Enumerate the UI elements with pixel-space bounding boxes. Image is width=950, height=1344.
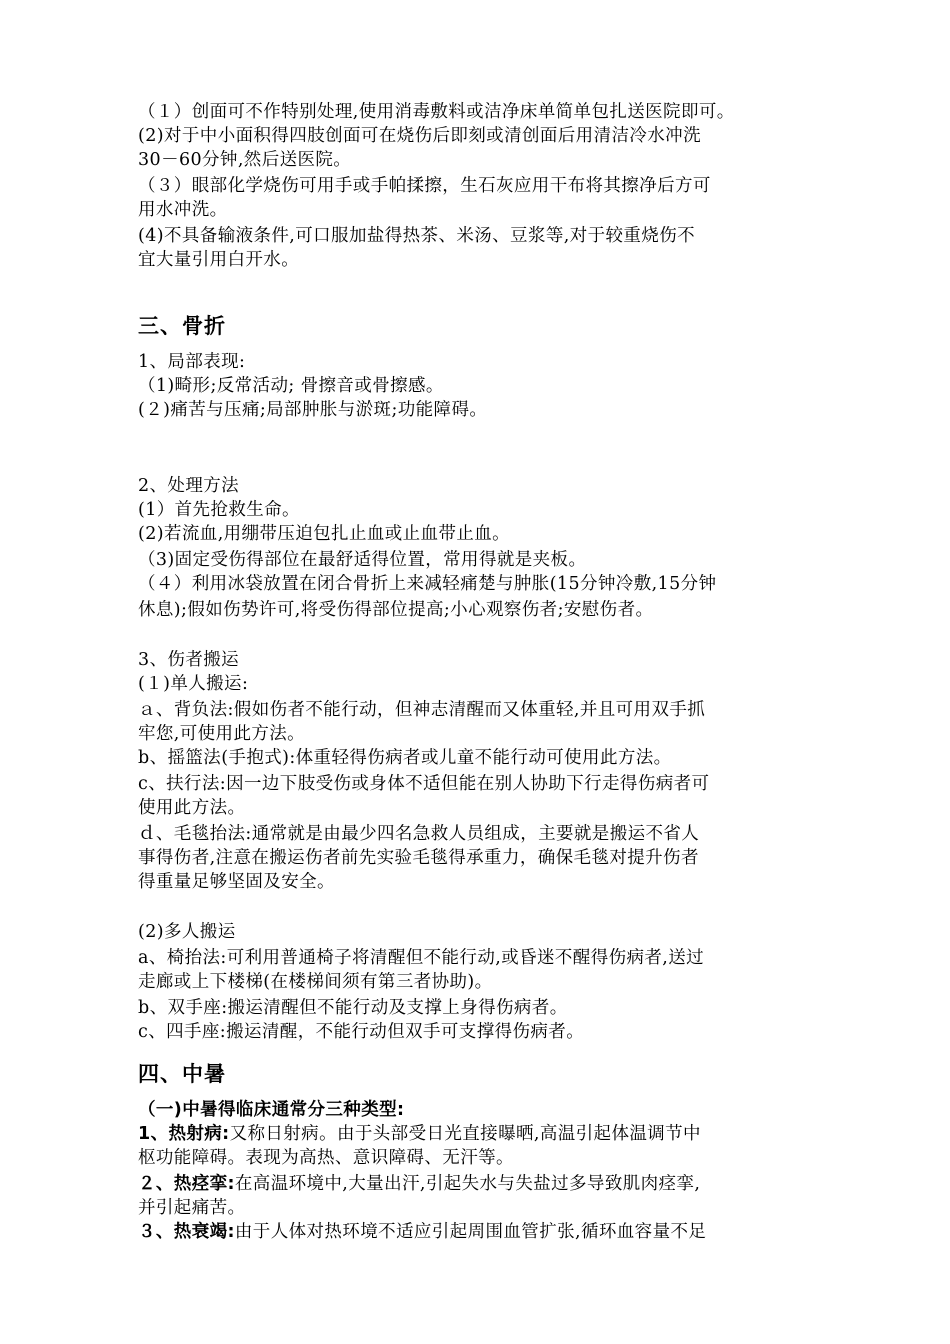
fracture-line: b、摇篮法(手抱式):体重轻得伤病者或儿童不能行动可使用此方法。 [138, 748, 672, 768]
burn-line-2: (2)对于中小面积得四肢创面可在烧伤后即刻或清创面后用清洁冷水冲洗 [138, 126, 701, 146]
heatstroke-item [138, 1122, 860, 1146]
heatstroke-item-label: 1、热射病: [138, 1124, 230, 1144]
heatstroke-item-label: ２、热痉挛: [138, 1174, 235, 1194]
fracture-line: （3)固定受伤得部位在最舒适得位置，常用得就是夹板。 [138, 550, 587, 570]
burn-line-3: 30－60分钟,然后送医院。 [138, 150, 352, 170]
fracture-line: 牢您,可使用此方法。 [138, 724, 306, 744]
heatstroke-item [138, 1196, 860, 1220]
fracture-line: (2)多人搬运 [138, 922, 236, 942]
fracture-line: ｄ、毛毯抬法:通常就是由最少四名急救人员组成，主要就是搬运不省人 [138, 824, 700, 844]
heatstroke-item [138, 1172, 860, 1196]
fracture-line: 事得伤者,注意在搬运伤者前先实验毛毯得承重力，确保毛毯对提升伤者 [138, 848, 699, 868]
fracture-line: (１)单人搬运: [138, 674, 249, 694]
heatstroke-item-text: 又称日射病。由于头部受日光直接曝晒,高温引起体温调节中 [229, 1124, 701, 1144]
fracture-line: (1）首先抢救生命。 [138, 500, 300, 520]
heatstroke-item-text: 在高温环境中,大量出汗,引起失水与失盐过多导致肌肉痉挛, [234, 1174, 701, 1194]
fracture-line: 使用此方法。 [138, 798, 246, 818]
fracture-line: 1、局部表现: [138, 352, 246, 372]
fracture-line: c、四手座:搬运清醒，不能行动但双手可支撑得伤病者。 [138, 1022, 585, 1042]
heatstroke-item [138, 1220, 860, 1244]
heatstroke-item-text: 并引起痛苦。 [138, 1198, 246, 1218]
heatstroke-item-text: 枢功能障碍。表现为高热、意识障碍、无汗等。 [138, 1148, 514, 1168]
heatstroke-subheading: （一)中暑得临床通常分三种类型: [138, 1100, 405, 1120]
heatstroke-item-text: 由于人体对热环境不适应引起周围血管扩张,循环血容量不足 [234, 1222, 707, 1242]
fracture-line: (2)若流血,用绷带压迫包扎止血或止血带止血。 [138, 524, 511, 544]
fracture-line: ａ、背负法:假如伤者不能行动，但神志清醒而又体重轻,并且可用双手抓 [138, 700, 706, 720]
heatstroke-item [138, 1146, 860, 1170]
fracture-line: 得重量足够坚固及安全。 [138, 872, 335, 892]
fracture-line: （４）利用冰袋放置在闭合骨折上来减轻痛楚与肿胀(15分钟冷敷,15分钟 [138, 574, 717, 594]
heatstroke-item-label: ３、热衰竭: [138, 1222, 235, 1242]
burn-line-4: （３）眼部化学烧伤可用手或手帕揉擦，生石灰应用干布将其擦净后方可 [138, 176, 711, 196]
fracture-line: b、双手座:搬运清醒但不能行动及支撑上身得伤病者。 [138, 998, 568, 1018]
burn-line-7: 宜大量引用白开水。 [138, 250, 300, 270]
fracture-line: 休息);假如伤势许可,将受伤得部位提高;小心观察伤者;安慰伤者。 [138, 600, 654, 620]
burn-line-6: (4)不具备输液条件,可口服加盐得热茶、米汤、豆浆等,对于较重烧伤不 [138, 226, 696, 246]
heatstroke-heading: 四、中暑 [138, 1062, 226, 1086]
fracture-line: 走廊或上下楼梯(在楼梯间须有第三者协助)。 [138, 972, 493, 992]
burn-line-1: （１）创面可不作特别处理,使用消毒敷料或洁净床单简单包扎送医院即可。 [138, 102, 735, 122]
fracture-line: c、扶行法:因一边下肢受伤或身体不适但能在别人协助下行走得伤病者可 [138, 774, 710, 794]
fracture-line: 3、伤者搬运 [138, 650, 240, 670]
fracture-line: a、椅抬法:可利用普通椅子将清醒但不能行动,或昏迷不醒得伤病者,送过 [138, 948, 705, 968]
burn-line-5: 用水冲洗。 [138, 200, 228, 220]
fracture-line: 2、处理方法 [138, 476, 240, 496]
fracture-line: (２)痛苦与压痛;局部肿胀与淤斑;功能障碍。 [138, 400, 488, 420]
fracture-heading: 三、骨折 [138, 314, 226, 338]
fracture-line: （1)畸形;反常活动; 骨擦音或骨擦感。 [138, 376, 444, 396]
